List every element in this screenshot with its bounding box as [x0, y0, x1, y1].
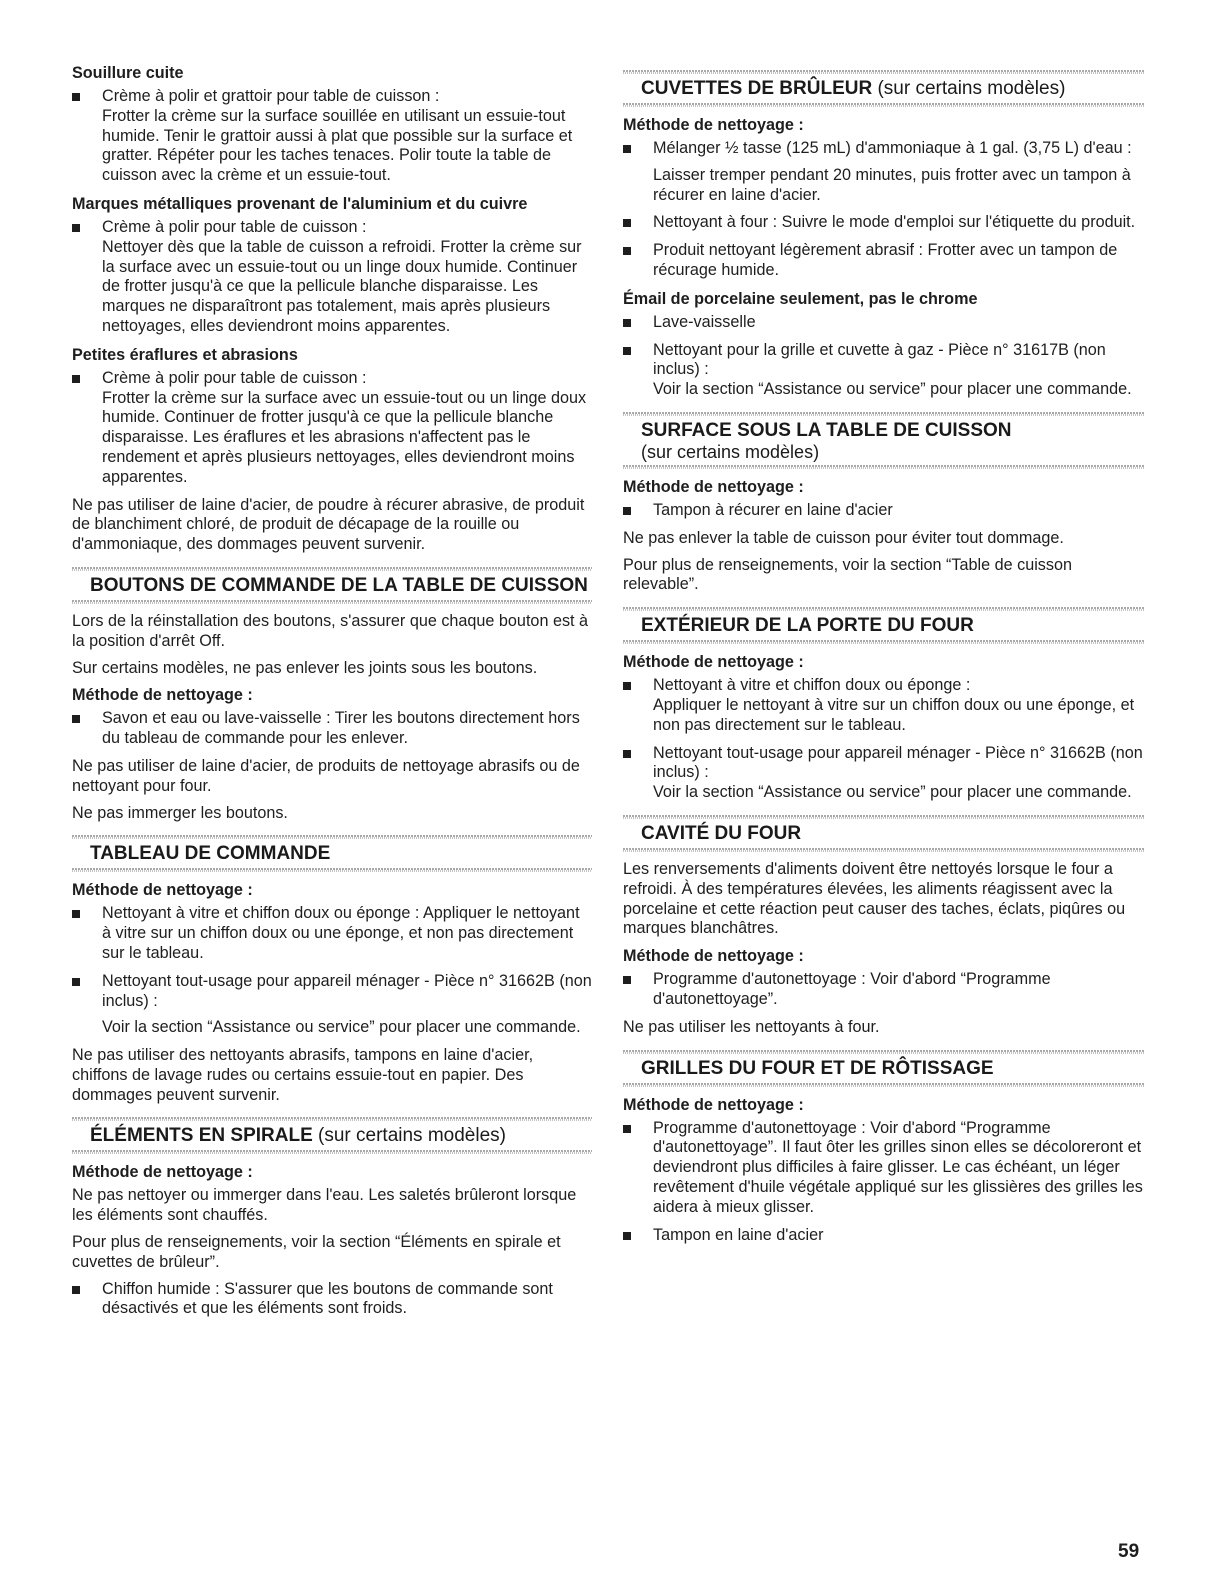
paragraph: Ne pas nettoyer ou immerger dans l'eau. Les saletés brûleront lorsque les éléments sont chauffés.	[72, 1186, 577, 1225]
dotted-rule	[623, 465, 1145, 469]
dotted-rule	[72, 1150, 592, 1154]
list-item: Crème à polir pour table de cuisson : Nettoyer dès que la table de cuisson a refroidi. Frotter la crème sur la surface avec un essuie-tout ou un linge doux humide. Continuer de frotter jusqu'à ce que la pellicule blanche disparaisse. Les marques ne disparaîtront pas totalement, mais après plusieurs nettoyages, elles deviendront moins apparentes.	[72, 218, 592, 337]
method-heading: Méthode de nettoyage :	[623, 947, 804, 966]
left-column	[72, 62, 592, 1327]
list-item: Lave-vaisselle	[623, 313, 1145, 333]
list-item: Programme d'autonettoyage : Voir d'abord “Programme d'autonettoyage”.	[623, 970, 1145, 1010]
section-header-boutons	[72, 567, 592, 604]
list-item: Nettoyant à four : Suivre le mode d'emploi sur l'étiquette du produit.	[623, 213, 1145, 233]
method-heading: Méthode de nettoyage :	[72, 1163, 253, 1182]
list-item: Savon et eau ou lave-vaisselle : Tirer les boutons directement hors du tableau de commande pour les enlever.	[72, 709, 592, 749]
method-heading: Méthode de nettoyage :	[623, 116, 804, 134]
section-title: TABLEAU DE COMMANDE	[90, 843, 331, 865]
bullet-icon	[623, 247, 631, 255]
list-porte	[623, 676, 1145, 803]
list-item: Nettoyant tout-usage pour appareil ménager - Pièce n° 31662B (non inclus) : Voir la section “Assistance ou service” pour placer une commande.	[72, 972, 592, 1038]
list-souillure	[72, 87, 592, 186]
bullet-icon	[72, 715, 80, 723]
list-marques	[72, 218, 592, 337]
list-item: Nettoyant tout-usage pour appareil ménager - Pièce n° 31662B (non inclus) : Voir la section “Assistance ou service” pour placer une commande.	[623, 744, 1145, 803]
list-surface	[623, 501, 1145, 521]
subheading-souillure: Souillure cuite	[72, 64, 184, 82]
bullet-icon	[623, 507, 631, 515]
bullet-icon	[623, 976, 631, 984]
list-item: Nettoyant à vitre et chiffon doux ou éponge : Appliquer le nettoyant à vitre sur un chiffon doux ou une éponge, et non pas directement sur le tableau.	[72, 904, 592, 963]
section-title: CAVITÉ DU FOUR	[641, 822, 802, 844]
dotted-rule	[72, 600, 592, 604]
method-heading: Méthode de nettoyage :	[623, 1095, 804, 1114]
dotted-rule	[623, 640, 1145, 644]
list-item: Tampon à récurer en laine d'acier	[623, 501, 1145, 521]
page-number: 59	[1118, 1541, 1140, 1562]
section-header-cuvettes	[623, 70, 1145, 107]
list-porcelaine	[623, 313, 1145, 400]
bullet-icon	[623, 145, 631, 153]
bullet-icon	[623, 319, 631, 327]
bullet-icon	[623, 682, 631, 690]
section-title: ÉLÉMENTS EN SPIRALE (sur certains modèles)	[90, 1125, 506, 1147]
bullet-icon	[72, 93, 80, 101]
paragraph: Ne pas utiliser les nettoyants à four.	[623, 1017, 880, 1036]
subheading-porcelaine: Émail de porcelaine seulement, pas le chrome	[623, 289, 978, 308]
paragraph: Sur certains modèles, ne pas enlever les joints sous les boutons.	[72, 658, 538, 677]
bullet-icon	[623, 750, 631, 758]
bullet-icon	[72, 375, 80, 383]
method-heading: Méthode de nettoyage :	[72, 686, 253, 705]
list-item: Produit nettoyant légèrement abrasif : Frotter avec un tampon de récurage humide.	[623, 241, 1145, 281]
section-header-surface	[623, 412, 1145, 469]
dotted-rule	[623, 1083, 1145, 1087]
list-cavite	[623, 970, 1145, 1010]
dotted-rule	[623, 848, 1145, 852]
dotted-rule	[623, 103, 1145, 107]
subheading-marques: Marques métalliques provenant de l'aluminium et du cuivre	[72, 194, 528, 213]
bullet-icon	[623, 219, 631, 227]
paragraph: Pour plus de renseignements, voir la section “Éléments en spirale et cuvettes de brûleur”.	[72, 1233, 561, 1271]
section-title: EXTÉRIEUR DE LA PORTE DU FOUR	[641, 615, 974, 637]
paragraph: Ne pas utiliser de laine d'acier, de poudre à récurer abrasive, de produit de blanchiment chloré, de produit de décapage de la rouille ou d'ammoniaque, des dommages peuvent survenir.	[72, 495, 585, 554]
paragraph: Ne pas utiliser des nettoyants abrasifs, tampons en laine d'acier, chiffons de lavage rudes ou certains essuie-tout en papier. Des dommages peuvent survenir.	[72, 1046, 534, 1104]
paragraph: Ne pas immerger les boutons.	[72, 803, 288, 822]
section-title: CUVETTES DE BRÛLEUR (sur certains modèles)	[641, 78, 1066, 99]
paragraph: Lors de la réinstallation des boutons, s'assurer que chaque bouton est à la position d'arrêt Off.	[72, 611, 589, 650]
section-title: GRILLES DU FOUR ET DE RÔTISSAGE	[641, 1057, 994, 1079]
list-item: Crème à polir pour table de cuisson : Frotter la crème sur la surface avec un essuie-tout ou un linge doux humide. Continuer de frotter jusqu'à ce que la pellicule blanche disparaisse. Les éraflures et les abrasions n'affectent pas le rendement et après plusieurs nettoyages, elles deviendront moins apparentes.	[72, 369, 592, 488]
list-item: Nettoyant pour la grille et cuvette à gaz - Pièce n° 31617B (non inclus) : Voir la section “Assistance ou service” pour placer une commande.	[623, 341, 1145, 400]
paragraph: Ne pas enlever la table de cuisson pour éviter tout dommage.	[623, 528, 1064, 547]
method-heading: Méthode de nettoyage :	[72, 881, 253, 900]
list-eraflures	[72, 369, 592, 488]
paragraph: Ne pas utiliser de laine d'acier, de produits de nettoyage abrasifs ou de nettoyant pour four.	[72, 756, 580, 795]
section-header-porte	[623, 607, 1145, 644]
section-title: BOUTONS DE COMMANDE DE LA TABLE DE CUISSON	[90, 574, 588, 596]
subheading-eraflures: Petites éraflures et abrasions	[72, 345, 298, 364]
dotted-rule	[72, 868, 592, 872]
bullet-icon	[72, 978, 80, 986]
list-boutons	[72, 709, 592, 749]
section-header-grilles	[623, 1050, 1145, 1087]
paragraph: Pour plus de renseignements, voir la section “Table de cuisson relevable”.	[623, 555, 1072, 594]
right-column	[623, 62, 1145, 1253]
list-tableau	[72, 904, 592, 1038]
list-grilles	[623, 1119, 1145, 1246]
bullet-icon	[623, 1125, 631, 1133]
bullet-icon	[623, 1232, 631, 1240]
list-item: Mélanger ½ tasse (125 mL) d'ammoniaque à 1 gal. (3,75 L) d'eau : Laisser tremper pendant 20 minutes, puis frotter avec un tampon à récurer en laine d'acier.	[623, 139, 1145, 205]
list-item: Chiffon humide : S'assurer que les boutons de commande sont désactivés et que les éléments sont froids.	[72, 1280, 592, 1320]
bullet-icon	[72, 1286, 80, 1294]
list-item: Crème à polir et grattoir pour table de cuisson : Frotter la crème sur la surface souillée en utilisant un essuie-tout humide. Tenir le grattoir aussi à plat que possible sur la surface et gratter. Répéter pour les taches tenaces. Polir toute la table de cuisson avec la crème et un essuie-tout.	[72, 87, 592, 186]
bullet-icon	[72, 224, 80, 232]
list-item: Tampon en laine d'acier	[623, 1226, 1145, 1246]
method-heading: Méthode de nettoyage :	[623, 653, 804, 672]
section-header-elements	[72, 1117, 592, 1154]
list-cuvettes	[623, 139, 1145, 281]
method-heading: Méthode de nettoyage :	[623, 477, 804, 496]
bullet-icon	[623, 347, 631, 355]
section-title: SURFACE SOUS LA TABLE DE CUISSON (sur certains modèles)	[641, 419, 1012, 462]
list-item: Programme d'autonettoyage : Voir d'abord “Programme d'autonettoyage”. Il faut ôter les grilles sinon elles se décoloreront et deviendront plus difficiles à faire glisser. Le cas échéant, un léger revêtement d'huile végétale appliqué sur les glissières des grilles les aidera à mieux glisser.	[623, 1119, 1145, 1218]
section-header-cavite	[623, 815, 1145, 852]
list-elements	[72, 1280, 592, 1320]
section-header-tableau	[72, 835, 592, 872]
list-item: Nettoyant à vitre et chiffon doux ou éponge : Appliquer le nettoyant à vitre sur un chiffon doux ou une éponge, et non pas directement sur le tableau.	[623, 676, 1145, 735]
paragraph: Les renversements d'aliments doivent être nettoyés lorsque le four a refroidi. À des températures élevées, les aliments réagissent avec la porcelaine et cette réaction peut causer des taches, éclats, piqûres ou marques blanchâtres.	[623, 859, 1126, 938]
bullet-icon	[72, 910, 80, 918]
